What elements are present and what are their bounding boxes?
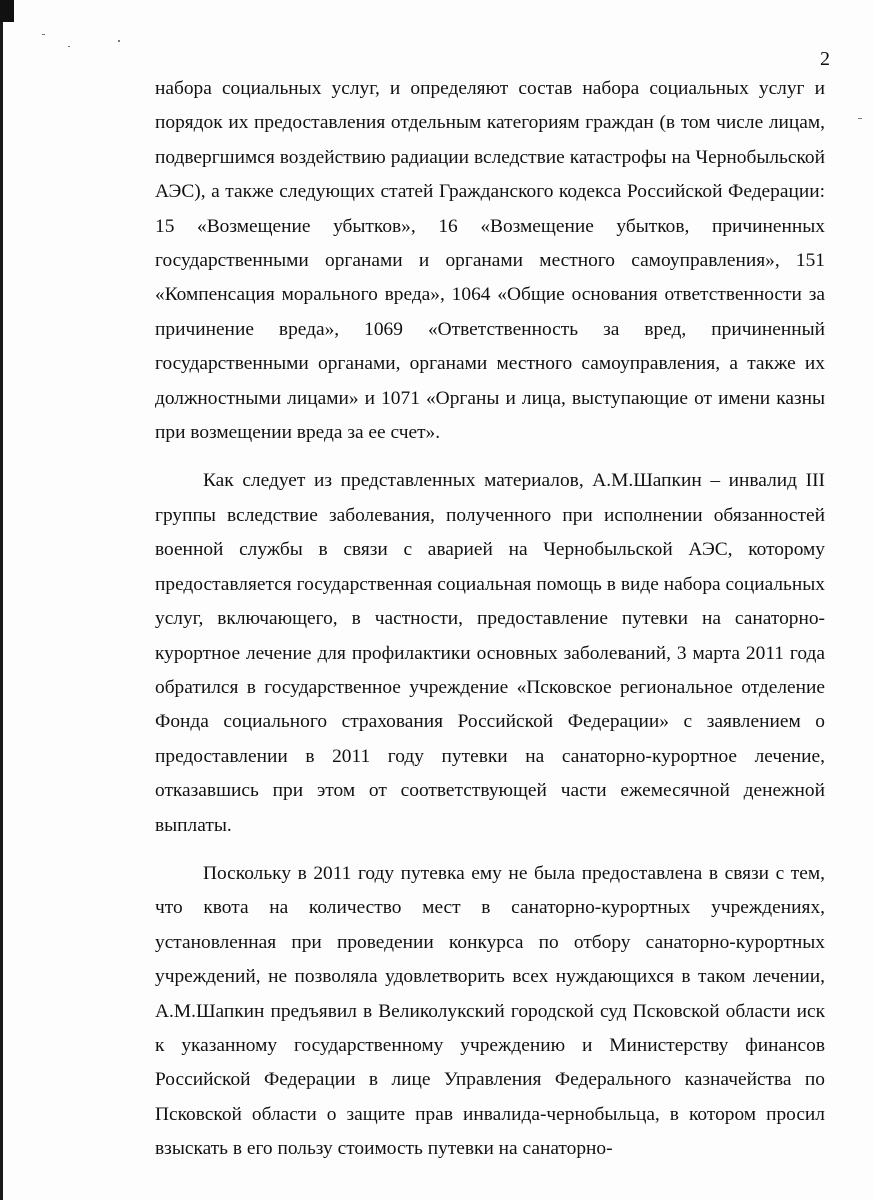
paragraph-1: набора социальных услуг, и определяют состав набора социальных услуг и порядок их предоставления отдельным категориям граждан (в том числе лицам, подвергшимся воздействию радиации вследствие катастрофы на Чернобыльской АЭС), а также следующих статей Гражданского кодекса Российской Федерации: 15 «Возмещение убытков», 16 «Возмещение убытков, причиненных государственными органами и органами местного самоуправления», 151 «Компенсация морального вреда», 1064 «Общие основания ответственности за причинение вреда», 1069 «Ответственность за вред, причиненный государственными органами, органами местного самоуправления, а также их должностными лицами» и 1071 «Органы и лица, выступающие от имени казны при возмещении вреда за ее счет». [155,78,825,444]
page-number: 2 [820,48,830,70]
scan-corner-mark [0,0,14,22]
scan-speck [118,40,120,42]
paragraph-3: Поскольку в 2011 году путевка ему не была предоставлена в связи с тем, что квота на количество мест в санаторно-курортных учреждениях, установленная при проведении конкурса по отбору санаторно-курортных учреждений, не позволяла удовлетворить всех нуждающихся в таком лечении, А.М.Шапкин предъявил в Великолукский городской суд Псковской области иск к указанному государственному учреждению и Министерству финансов Российской Федерации в лице Управления Федерального казначейства по Псковской области о защите прав инвалида-чернобыльца, в котором просил взыскать в его пользу стоимость путевки на санаторно- [155,862,825,1160]
scan-speck [42,34,45,35]
scan-speck [858,118,862,119]
scan-speck [68,46,70,47]
document-body [155,72,825,1167]
scan-edge [0,0,3,1200]
paragraph-2: Как следует из представленных материалов, А.М.Шапкин – инвалид III группы вследствие заболевания, полученного при исполнении обязанностей военной службы в связи с аварией на Чернобыльской АЭС, которому предоставляется государственная социальная помощь в виде набора социальных услуг, включающего, в частности, предоставление путевки на санаторно-курортное лечение для профилактики основных заболеваний, 3 марта 2011 года обратился в государственное учреждение «Псковское региональное отделение Фонда социального страхования Российской Федерации» с заявлением о предоставлении в 2011 году путевки на санаторно-курортное лечение, отказавшись при этом от соответствующей части ежемесячной денежной выплаты. [155,470,825,836]
